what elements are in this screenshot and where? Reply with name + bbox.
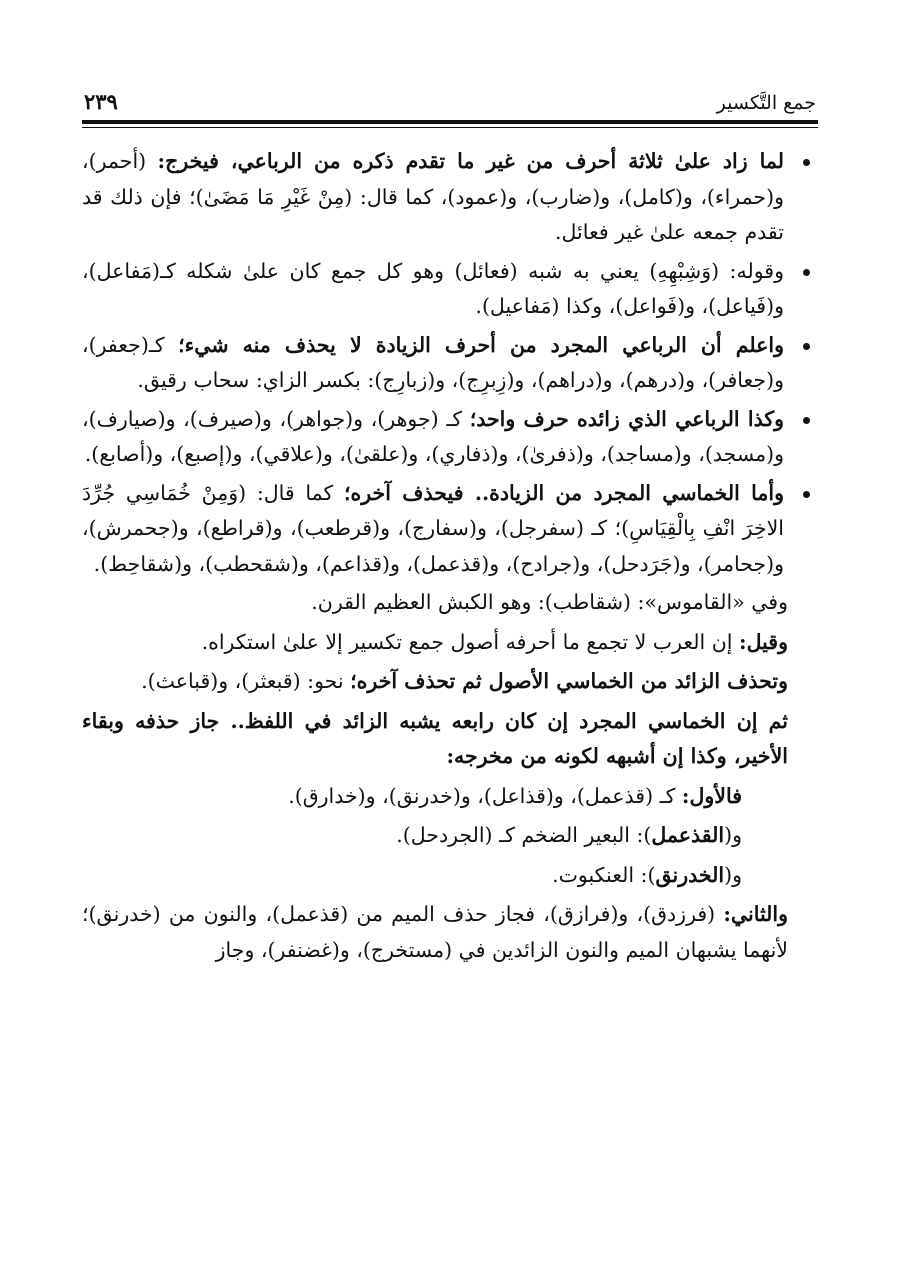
list-item bbox=[82, 144, 818, 251]
bullet-lead: واعلم أن الرباعي المجرد من أحرف الزيادة لا يحذف منه شيء؛ bbox=[178, 332, 784, 357]
qamus-paragraph: وفي «القاموس»: (شقاطب): وهو الكبش العظيم القرن. bbox=[311, 590, 788, 614]
header-rule-thin bbox=[82, 127, 818, 128]
bullet-text: كما قال: (وَمِنْ خُمَاسِي جُرِّدَ الاخِرَ انْفِ بِالْقِيَاسِ)؛ كـ (سفرجل)، و(سفارج)، و(قرطعب)، و(قراطع)، و(جحمرش)، و(جحامر)، و(جَرَدحل)، و(جرادح)، و(قذعمل)، و(قذاعم)، و(شقحطب)، و(شقاحِط). bbox=[82, 480, 784, 576]
qadhamil-pre: و( bbox=[724, 823, 742, 847]
qadhamil-text: ): البعير الضخم كـ (الجردحل). bbox=[396, 823, 652, 847]
qil-paragraph bbox=[82, 625, 818, 661]
khadranaq-paragraph bbox=[82, 858, 818, 894]
thani-paragraph bbox=[82, 897, 818, 968]
khadranaq-pre: و( bbox=[724, 862, 742, 887]
hadhf-paragraph bbox=[82, 664, 818, 700]
qil-lead: وقيل: bbox=[739, 629, 788, 654]
bullet-icon bbox=[803, 343, 810, 350]
bullet-text: (أحمر)، و(حمراء)، و(كامل)، و(ضارب)، و(عمود)، كما قال: (مِنْ غَيْرِ مَا مَضَىٰ)؛ فإن ذلك قد تقدم جمعه علىٰ غير فعائل. bbox=[82, 149, 784, 244]
page-header bbox=[82, 78, 818, 118]
awwal-lead: فالأول: bbox=[681, 783, 742, 808]
thani-lead: والثاني: bbox=[723, 902, 788, 926]
bullet-text: كـ(جعفر)، و(جعافر)، و(درهم)، و(دراهم)، و(زِبرِج)، و(زبارِج): بكسر الزاي: سحاب رقيق. bbox=[82, 332, 784, 392]
list-item bbox=[82, 254, 818, 325]
chapter-title: جمع التَّكسير bbox=[716, 92, 816, 114]
bullet-icon bbox=[803, 417, 810, 424]
page-body bbox=[82, 144, 818, 968]
qadhamil-term: القذعمل bbox=[651, 823, 725, 847]
khadranaq-term: الخدرنق bbox=[655, 862, 725, 887]
hadhf-lead: وتحذف الزائد من الخماسي الأصول ثم تحذف آخره؛ bbox=[350, 669, 788, 693]
thani-text: (فرزدق)، و(فرازق)، فجاز حذف الميم من (قذعمل)، والنون من (خدرنق)؛ لأنهما يشبهان الميم والنون الزائدين في (مستخرج)، و(غضنفر)، وجاز bbox=[82, 902, 788, 962]
bullet-text: كـ (جوهر)، و(جواهر)، و(صيرف)، و(صيارف)، و(مسجد)، و(مساجد)، و(ذفرىٰ)، و(ذفاري)، و(علقىٰ)، و(علاقي)، و(إصبع)، و(أصابع). bbox=[82, 406, 784, 466]
bullet-icon bbox=[803, 159, 810, 166]
hadhf-text: نحو: (قبعثر)، و(قباعث). bbox=[141, 669, 351, 693]
awwal-text: كـ (قذعمل)، و(قذاعل)، و(خدرنق)، و(خدارق). bbox=[288, 783, 682, 808]
bullet-icon bbox=[803, 491, 810, 498]
bullet-list bbox=[82, 144, 818, 582]
bullet-lead: لما زاد علىٰ ثلاثة أحرف من غير ما تقدم ذكره من الرباعي، فيخرج: bbox=[157, 149, 784, 173]
bullet-lead: وأما الخماسي المجرد من الزيادة.. فيحذف آخره؛ bbox=[343, 480, 784, 505]
awwal-paragraph bbox=[82, 779, 818, 815]
list-item bbox=[82, 328, 818, 399]
qadhamil-paragraph bbox=[82, 818, 818, 854]
thumma-paragraph: ثم إن الخماسي المجرد إن كان رابعه يشبه الزائد في اللفظ.. جاز حذفه وبقاء الأخير، وكذا إن أشبهه لكونه من مخرجه: bbox=[82, 708, 788, 768]
list-item bbox=[82, 402, 818, 473]
qil-text: إن العرب لا تجمع ما أحرفه أصول جمع تكسير إلا علىٰ استكراه. bbox=[201, 629, 740, 654]
header-rule-thick bbox=[82, 120, 818, 124]
khadranaq-text: ): العنكبوت. bbox=[552, 862, 656, 887]
bullet-lead: وكذا الرباعي الذي زائده حرف واحد؛ bbox=[469, 406, 785, 431]
page-number: ٢٣٩ bbox=[84, 89, 118, 114]
bullet-icon bbox=[803, 269, 810, 276]
list-item bbox=[82, 476, 818, 583]
bullet-text: وقوله: (وَشِبْهِهِ) يعني به شبه (فعائل) وهو كل جمع كان علىٰ شكله كـ(مَفاعل)، و(فَياعل)، و(فَواعل)، وكذا (مَفاعيل). bbox=[82, 258, 784, 318]
